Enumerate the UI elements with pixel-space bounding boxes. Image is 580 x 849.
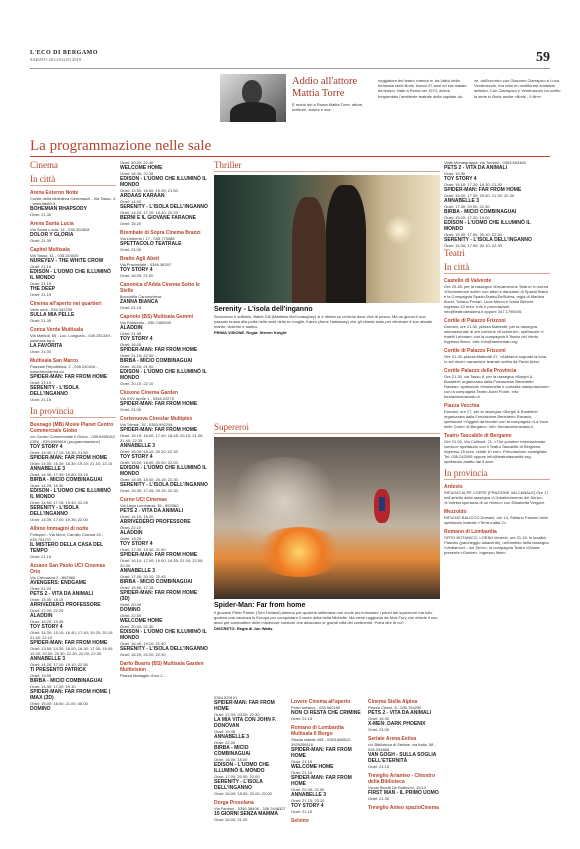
- film-title: SPIDER-MAN: FAR FROM HOME: [291, 747, 352, 759]
- film-title: SERENITY - L'ISOLA DELL'INGANNO: [444, 237, 532, 243]
- listing-text: Domani, ore 17, per la rassegna «Borghi & Burattini» organizzata dalla Fondazione Benedetto Ravasio, spettacolo «Oggetti da favola» con la compagnia «La Voce delle Cose» di Bergamo. Info: fondazioneravasio.it: [444, 409, 549, 429]
- venue-name: Dorga Presolana: [214, 800, 254, 806]
- film-title: ANNABELLE 3: [30, 656, 66, 662]
- listing-column-2: [120, 160, 208, 840]
- photo-hero-detail: [379, 497, 385, 511]
- venue-name: Canonica d'Adda Cinema Sotto le Stelle: [120, 282, 200, 294]
- film-title: ZANNA BIANCA: [120, 299, 159, 305]
- film-title: SPIDER-MAN: FAR FROM HOME: [214, 700, 275, 712]
- listing-text: Orari: 15.00; 17.20; 19.00: [444, 215, 490, 220]
- thriller-credit: PRIMA VISIONE. Regia: Steven Knight: [214, 330, 287, 335]
- listing-subheading: In provincia: [444, 468, 550, 480]
- issue-date: SABATO 20 LUGLIO 2019: [30, 57, 82, 62]
- listing-text: Orari: 15.10; 17.20; 19.30; 21.30: [444, 182, 502, 187]
- listing-text: Orari: 21.15: [120, 305, 142, 310]
- listing-column-1: [30, 160, 116, 840]
- film-title: PETS 2 - VITA DA ANIMALI: [30, 591, 93, 597]
- film-title: ANNABELLE 3: [444, 198, 480, 204]
- film-title: ARRIVEDERCI PROFESSORE: [120, 519, 191, 525]
- listing-text: Domani, ore 21.30, piazza Matteotti, per la rassegna internazionale di arti comiche «Eccentrici», spettacolo «I fratelli Lehman» con la compagnia Il Teatro del Vento. Ingresso libero. Info: info@lambertain.org: [444, 324, 544, 344]
- listing-text: Via Umberto I 17 - 035.770088: [120, 236, 175, 241]
- film-title: TOY STORY 4: [291, 803, 324, 809]
- listing-text: Orari: 21.15: [30, 292, 52, 297]
- listing-text: Via Santa Lucia, 14 - 035.320828: [30, 227, 90, 232]
- listing-text: Orari: 14.20; 17.10; 19.40; 22.20: [120, 210, 178, 215]
- thriller-label: Thriller: [214, 160, 440, 172]
- venue-name: Curno UCI Cinemas: [120, 497, 167, 503]
- listing-text: Orari: 21.15: [30, 397, 52, 402]
- listing-text: Orari: 15.30; 17.45; 20.15; 22.30: [120, 488, 178, 493]
- addio-title: Addio all'attore Mattia Torre: [292, 76, 358, 99]
- thriller-feature: [214, 160, 440, 335]
- listing-subheading: In città: [30, 174, 116, 186]
- film-title: NON CI RESTA CHE CRIMINE: [291, 710, 361, 716]
- listing-text: Orari: 21.30: [368, 796, 390, 801]
- listing-text: Via Fantoni - 0346.38406 - 338 2448327: [214, 806, 286, 811]
- listing-text: Orari: 14.20; 17.10; 19.10; 22.50: [30, 662, 88, 667]
- film-title: SERENITY - L'ISOLA DELL'INGANNO: [120, 646, 208, 652]
- film-title: ANNABELLE 3: [120, 443, 156, 449]
- film-title: EDISON - L'UOMO CHE ILLUMINÒ IL MONDO: [120, 629, 207, 641]
- listing-text: Orari: 14.50; 17.15; 19.40; 22.05: [30, 500, 88, 505]
- venue-name: Selvino: [291, 818, 309, 824]
- film-title: ALADDIN: [120, 325, 143, 331]
- film-title: PETS 2 - VITA DA ANIMALI: [368, 710, 431, 716]
- listing-heading: Cinema: [30, 160, 58, 170]
- film-title: TOY STORY 4: [30, 444, 63, 450]
- listing-text: Orari: 14.35; 17.00; 19.35; 22.00: [30, 517, 88, 522]
- listing-text: Orari: 16.00; 21.00: [120, 273, 154, 278]
- listing-text: Orari: 16.40; 19.10; 21.40: [120, 641, 166, 646]
- venue-name: Treviglio Anteo spazioCinema: [368, 805, 439, 811]
- listing-text: Orari: 14.25; 16.30: [30, 483, 64, 488]
- listing-text: Piazzale Repubblica, 2 - 035.240416 - www.frecciarma.eu: [30, 364, 98, 374]
- film-title: LA MIA VITA CON JOHN F. DONOVAN: [214, 717, 277, 729]
- listing-text: Orari: 19.20: [120, 536, 142, 541]
- listing-text: Orari: 21.30: [30, 238, 52, 243]
- listing-text: Porto turistico - 035.960150: [291, 705, 341, 710]
- listing-text: Orari: 14.30; 17.30; 19.50; 22.15: [30, 472, 88, 477]
- listing-text: Orari: 19.45: [214, 729, 236, 734]
- listing-text: Ore 21.30, via Tasso 8, per la rassegna «Borghi & Burattini» organizzata dalla Fondazione Benedetto Ravasio, spettacolo «Marionette e curiosità manipolazione» con la compagnia Teatro Aurei Ponte. Info: fondazioneravasio.it: [444, 374, 550, 399]
- page-number: 59: [536, 50, 550, 65]
- listing-text: Orari: 21.15: [30, 380, 52, 385]
- addio-col-3: ve, dall'incontro con Giacomo Ciarrapico e Luca Vendruscolo, era nato un multiforme sodalizio artistico. Con Ciarrapico e Vendruscolo ha scritto la serie tv Boris anche «Boris - Il film».: [474, 78, 561, 99]
- listing-text: Orari: 21.20: [30, 586, 52, 591]
- supereroi-photo: [214, 437, 440, 599]
- film-title: ANNABELLE 3: [291, 792, 327, 798]
- listing-text: Orari: 16.10; 17.00; 19.00; 19.45; 21.00; 22.00; 22.30: [120, 558, 204, 568]
- film-title: LA FAVORITA: [30, 343, 63, 349]
- venue-name: Castello di Valverde: [444, 278, 492, 284]
- film-title: TOY STORY 4: [120, 541, 153, 547]
- film-title: DOMINO: [30, 706, 51, 712]
- venue-name: Albino Immagini di notte: [30, 526, 89, 532]
- listing-heading: Teatri: [444, 248, 465, 258]
- listing-bottom-2: [291, 695, 363, 841]
- film-title: X-MEN: DARK PHOENIX: [368, 721, 426, 727]
- listing-text: Orari: 15.45; 18.00; 20.15; 22.30: [120, 477, 178, 482]
- listing-text: Orari: 17.40; 20.10; 22.45: [120, 574, 166, 579]
- listing-text: ORTO BOTANICO, LORINI Venerdì, ore 21.15, in località Pascolo (parcheggio adiacente), nell'ambito della rassegna «Vediamoci... sul Serio», la compagnia Teatro d'Aosta presenta «Gobbe». Ingresso libero.: [444, 535, 549, 555]
- listing-text: Ore 20.45, per la rassegna «Decamerone Teatro» in scena «Decamerone suite» con attori e danzatori di SpazioTeatro e la Compagnia SpazioTeatro/DeSidera, regia di Martina Bucci, Tiziano Ferrari, Luca Mereu e Ivana Bertoni. Ingresso 10 euro. Info e prenotazioni: info@teatrodesidera.it oppure 347.1795045.: [444, 284, 549, 314]
- venue-name: Cortenuova Cinestar Multiplex: [120, 416, 193, 422]
- listing-text: c/o Biblioteca di Seriate, via Italia, 58 - 035.294868: [368, 742, 436, 752]
- venue-name: Romano di Lombardia: [444, 529, 497, 535]
- listing-text: Varie sedi - 035.342239: [30, 307, 73, 312]
- film-title: FIRST MAN - IL PRIMO UOMO: [368, 790, 439, 796]
- listing-text: Orari: 21.15: [291, 809, 313, 814]
- photo-fire: [254, 527, 344, 577]
- supereroi-label: Supereroi: [214, 422, 440, 434]
- listing-text: Via Cremasca 2 - 892960: [30, 575, 76, 580]
- listing-text: Orari: 16.45; 22.35: [120, 171, 154, 176]
- film-title: IL MISTERO DELLA CASA DEL TEMPO: [30, 542, 104, 554]
- listing-text: Orari: 21.15: [291, 716, 313, 721]
- listing-text: Orari: 15.30; 17.50; 20.10; 22.30: [444, 243, 502, 248]
- listing-text: Orari: 16.00: [120, 342, 142, 347]
- film-title: BIRBA - MICIO COMBINAGUAI: [214, 745, 251, 757]
- listing-text: Orari: 16.20; 19.35: [30, 619, 64, 624]
- addio-body: È morto ieri a Roma Mattia Torre, attore, scrittore, autore e sce-: [292, 102, 364, 113]
- listing-text: Vicolo Bicetti De Buttinoni, 11/13: [368, 785, 426, 790]
- listing-text: Cortile della biblioteca Caversazzi - Via Tasso, 4 - www.lab80.it: [30, 196, 116, 206]
- portrait-shoulders: [230, 102, 276, 122]
- venue-name: Ardesio: [444, 484, 463, 490]
- film-title: ALADDIN: [30, 613, 53, 619]
- listing-text: Orari: 13.50; 14.30; 16.00; 16.30; 17.30; 19.00; 19.30; 20.00; 20.30; 21.30; 22.00; 22.30: [30, 646, 114, 656]
- addio-col-2: neggiatore del teatro cinema tv, tra l'altro della fortunata serie Boris. Aveva 47 anni ed era malato da tempo. Nato a Roma nel 1972, aveva frequentato l'ambiente teatrale della capitale do-: [378, 78, 467, 99]
- film-title: TOY STORY 4: [444, 176, 477, 182]
- listing-text: Via Trieste, 15 - 0363.992244: [120, 422, 173, 427]
- film-title: SPIDER-MAN: FAR FROM HOME (3D): [120, 590, 198, 602]
- film-title: SERENITY - L'ISOLA DELL'INGANNO: [214, 779, 263, 791]
- listing-text: Orari: 21.15; 22.00: [120, 353, 154, 358]
- supereroi-credit: DISCRETO. Regia di Jon Watts: [214, 626, 273, 631]
- film-title: EDISON - L'UOMO CHE ILLUMINÒ IL MONDO: [444, 220, 531, 232]
- listing-text: 0364.529101: [214, 695, 238, 700]
- film-title: ANNABELLE 3: [30, 466, 66, 472]
- venue-name: Romano di Lombardia Multisala Il Borgo: [291, 725, 344, 737]
- supereroi-title: Spider-Man: Far from home: [214, 602, 306, 609]
- listing-text: Orari: 21.00: [30, 349, 52, 354]
- listing-text: Orari: 21.15: [291, 770, 313, 775]
- listing-text: Orari: 16.00; 18.00: [214, 757, 248, 762]
- film-title: EDISON - L'UOMO CHE ILLUMINÒ IL MONDO: [120, 176, 207, 188]
- listing-subheading: In città: [444, 262, 550, 274]
- venue-name: Treviglio Arianteo - Chiostro della Biblioteca: [368, 773, 436, 785]
- film-title: 10 GIORNI SENZA MAMMA: [214, 811, 278, 817]
- listing-text: Orari: 15.50; 17.15: [120, 585, 154, 590]
- film-title: EDISON - L'UOMO CHE ILLUMINÒ IL MONDO: [30, 488, 111, 500]
- listing-text: Orari: 21.45: [120, 331, 142, 336]
- listing-text: Orari: 20.10; 22.10: [120, 381, 154, 386]
- listing-text: Via XXV Aprile 1 - 0346.22275: [120, 396, 174, 401]
- venue-name: Capitol Multisala: [30, 247, 70, 253]
- listing-text: Ore 21.30, Via Colleoni, 21, «The yorsies» internazionale comico» spettacolo con il Teatro Tascabile di Bergamo. Ingresso 15 euro, ridotti 10 euro. Prenotazione consigliata. Tel. 035.242095 oppure info@teatrotascabile.org, spettacolo adatto dai 6 anni.: [444, 439, 548, 464]
- listing-text: Orari: 16.00; 18.00; 20.00; 22.00: [214, 791, 272, 796]
- film-title: SPIDER-MAN: FAR FROM HOME: [30, 455, 108, 461]
- venue-name: Cortile di Palazzo Frizzoni: [444, 318, 506, 324]
- listing-text: Orari: 21.30: [30, 212, 52, 217]
- film-title: SERENITY - L'ISOLA DELL'INGANNO: [120, 482, 208, 488]
- film-title: BIRBA - MICIO COMBINAGUAI: [120, 358, 193, 364]
- photo-figure-woman: [292, 197, 326, 303]
- listing-text: Bocciofila Canonichese: [120, 294, 162, 299]
- listing-text: Orari: 15.15; 16.00; 17.40; 18.45; 20.15; 21.00; 21.40; 22.35: [120, 433, 204, 443]
- venue-name: Conca Verde Multisala: [30, 327, 84, 333]
- venue-name: Cortile di Palazzo Frizzoni: [444, 348, 506, 354]
- venue-name: Brembate di Sopra Cinema Branzi: [120, 230, 201, 236]
- listing-text: Orari: 14.30; 16.30; 18.30; 19.10; 21.10; 22.10: [30, 461, 113, 466]
- venue-name: Capriolo (BS) Multisala Gemini: [120, 314, 194, 320]
- film-title: BIRBA - MICIO COMBINAGUAI: [444, 209, 517, 215]
- film-title: SPIDER-MAN: FAR FROM HOME: [120, 347, 198, 353]
- listing-text: Orari: 15.00; 17.30; 20.00; 21.30; 22.30: [444, 193, 515, 198]
- listing-bottom-3: [368, 695, 442, 841]
- listing-text: Orari: 14.40; 17.20; 19.10: [30, 684, 76, 689]
- venue-name: Mezzoldo: [444, 509, 467, 515]
- listing-text: Orari: 17.00; 22.25: [30, 608, 64, 613]
- film-title: ARDAAS KARAAN: [120, 193, 165, 199]
- newspaper-name: L'ECO DI BERGAMO: [30, 50, 99, 56]
- film-title: ARRIVEDERCI PROFESSORE: [30, 602, 101, 608]
- film-title: TOY STORY 4: [120, 267, 153, 273]
- listing-text: Orari: 15.30; 17.50; 20.10; 22.30: [444, 232, 502, 237]
- venue-name: Multisala San Marco: [30, 358, 79, 364]
- listing-text: Orari: 20.00: [120, 602, 142, 607]
- listing-text: Orari: 22.50: [120, 613, 142, 618]
- film-title: SPIDER-MAN: FAR FROM HOME: [120, 427, 198, 433]
- film-title: ANNABELLE 3: [120, 568, 156, 574]
- listing-text: Viale Montegrappa, via Torriani - 0363.563460: [444, 160, 526, 165]
- listing-text: Via Provinciale - 0346.38397: [120, 262, 172, 267]
- photo-lamp: [384, 215, 414, 245]
- listing-text: Orari: 21.15: [30, 264, 52, 269]
- listing-text: Orari: 21.15: [368, 764, 390, 769]
- listing-text: Orari: 22.00: [214, 740, 236, 745]
- film-title: EDISON - L'UOMO CHE ILLUMINÒ IL MONDO: [120, 369, 207, 381]
- listing-text: Orari: 14.10; 16.20: [120, 514, 154, 519]
- film-title: SPIDER-MAN: FAR FROM HOME: [30, 374, 108, 380]
- listing-text: Orari: 21.15: [30, 554, 52, 559]
- listing-subheading: In provincia: [30, 406, 116, 418]
- listing-text: Orari: 19.55: [30, 673, 52, 678]
- film-title: BOHEMIAN RHAPSODY: [30, 206, 87, 212]
- listing-text: Orari: 17.30; 19.30; 21.50: [120, 547, 166, 552]
- venue-name: Bratto Agli Abeti: [120, 256, 160, 262]
- listing-text: Via Mattioli, 65 - Loc. Longuelo - 035.251339 - www.sas.bg.it: [30, 333, 112, 343]
- listing-text: Orari: 16.00; 18.00; 20.00; 22.00: [120, 460, 178, 465]
- section-divider: [30, 156, 550, 157]
- film-title: WELCOME HOME: [291, 764, 334, 770]
- thriller-photo: [214, 175, 440, 303]
- film-title: SPIDER-MAN: FAR FROM HOME: [444, 187, 522, 193]
- venue-name: Teatro Tascabile di Bergamo: [444, 433, 512, 439]
- listing-text: Orari: 16.00; 21.00: [214, 817, 248, 822]
- masthead: [30, 50, 98, 62]
- listing-text: Orari: 15.30; 18.15: [30, 597, 64, 602]
- listing-text: Orari: 21.15: [291, 759, 313, 764]
- listing-text: Orari: 15.30: [444, 171, 466, 176]
- film-title: SPIDER-MAN: FAR FROM HOME: [291, 775, 352, 787]
- listing-text: Orari: 16.00; 21.00: [120, 364, 154, 369]
- listing-text: Orari: 16.20; 20.20; 22.30: [120, 652, 166, 657]
- film-title: DOMINO: [120, 607, 141, 613]
- film-title: SPETTACOLO TEATRALE: [120, 241, 182, 247]
- section-title: La programmazione nelle sale: [30, 138, 212, 154]
- venue-name: Busnago (MB) Movie Planet Centro Commerciale Globo: [30, 422, 114, 434]
- listing-text: Via Lega Lombarda, 39 - 892960: [120, 503, 179, 508]
- film-title: SPIDER-MAN: FAR FROM HOME: [120, 552, 198, 558]
- listing-text: Via Palazzolo - 030.7460530: [120, 320, 172, 325]
- film-title: TOY STORY 4: [30, 624, 63, 630]
- venue-name: Lovere Cinema all'aperto: [291, 699, 351, 705]
- film-title: SERENITY - L'ISOLA DELL'INGANNO: [30, 505, 79, 517]
- listing-text: Orari: 21.00: [120, 247, 142, 252]
- listing-text: Orari: 15.00; 18.00; 21.00; 06.00: [30, 701, 88, 706]
- listing-text: Orari: 16.00; 18.10; 20.20; 22.30: [120, 449, 178, 454]
- film-title: SPIDER-MAN: FAR FROM HOME: [120, 401, 198, 407]
- film-title: NUREYEV - THE WHITE CROW: [30, 258, 104, 264]
- film-title: EDISON - L'UOMO CHE ILLUMINÒ IL MONDO: [120, 465, 207, 477]
- listing-text: Orari: 21.15; 23.10: [291, 798, 325, 803]
- film-title: SPIDER-MAN: FAR FROM HOME: [30, 640, 108, 646]
- listing-text: Orari: 22.10: [120, 525, 142, 530]
- film-title: ANNABELLE 3: [214, 734, 250, 740]
- venue-name: Cortile Palazzo della Provincia: [444, 368, 517, 374]
- film-title: BIRBA - MICIO COMBINAGUAI: [120, 579, 193, 585]
- listing-text: Orari: 21.30: [30, 318, 52, 323]
- listing-text: Piazza Clerici, 8 - 035.764250: [368, 705, 422, 710]
- film-title: TI PRESENTO PATRICK: [30, 667, 87, 673]
- listing-text: Orari: 15.20: [120, 221, 142, 226]
- photo-figure-man: [326, 185, 366, 303]
- film-title: BERNI E IL GIOVANE FARAONE: [120, 215, 196, 221]
- film-title: WELCOME HOME: [120, 618, 163, 624]
- listing-text: Polisport - Via Moro, Camillo Carrara 20 - 035.754707: [30, 532, 104, 542]
- listing-text: Orari: 21.00: [120, 407, 142, 412]
- venue-name: Arena Esterno Notte: [30, 190, 79, 196]
- listing-text: Orari: 17.00; 20.00; 22.30: [214, 712, 260, 717]
- listing-text: Orari: 14.30; 15.10; 16.40; 17.40; 19.20; 20.10; 21.40; 22.10: [30, 630, 114, 640]
- listing-text: Orari: 17.00; 20.00; 22.00: [214, 774, 260, 779]
- venue-name: Azzano San Paolo UCI Cinemas Orio: [30, 563, 106, 575]
- listing-column-4: [444, 160, 550, 840]
- listing-text: Orari: 17.30; 20.00; 22.30: [444, 204, 490, 209]
- film-title: DOLOR Y GLORIA: [30, 232, 74, 238]
- listing-text: Strada statale 498 - 0363.688012-3929256116: [291, 737, 352, 747]
- listing-text: Orari: 14.40; 17.10; 19.30; 21.50: [30, 450, 88, 455]
- listing-text: Orari: 14.00: [120, 199, 142, 204]
- film-title: VAN GOGH - SULLA SOGLIA DELL'ETERNITÀ: [368, 752, 437, 764]
- listing-text: Orari: 13.50; 16.50; 19.25; 21.50: [120, 188, 178, 193]
- film-title: BIRBA - MICIO COMBINAGUAI: [30, 477, 103, 483]
- listing-text: Orari: 21.00: [368, 727, 390, 732]
- film-title: AVENGERS: ENDGAME: [30, 580, 87, 586]
- film-title: SERENITY - L'ISOLA DELL'INGANNO: [120, 204, 208, 210]
- listing-text: Orari: 16.30: [368, 716, 390, 721]
- addio-photo: [220, 74, 286, 122]
- venue-name: Piazza Vecchia: [444, 403, 480, 409]
- supereroi-feature: [214, 422, 440, 631]
- film-title: WELCOME HOME: [120, 165, 163, 171]
- portrait-head: [242, 80, 262, 104]
- listing-text: Orari: 20.30; 22.55: [291, 787, 325, 792]
- listing-text: Piazza Medaglie d'oro 2 -: [120, 673, 166, 678]
- listing-text: c/o Centro Commerciale il Globo - 039.6955162 (ISN) - 039.6956616 (programmazione): [30, 434, 115, 444]
- listing-bottom-1: [214, 695, 286, 841]
- film-title: TOY STORY 4: [120, 336, 153, 342]
- top-divider: [30, 68, 550, 69]
- thriller-title: Serenity - L'isola dell'inganno: [214, 306, 313, 313]
- film-title: EDISON - L'UOMO CHE ILLUMINÒ IL MONDO: [214, 762, 270, 774]
- film-title: SPIDER-MAN: FAR FROM HOME | IMAX (3D): [30, 689, 111, 701]
- film-title: PETS 2 - VITA DA ANIMALI: [444, 165, 507, 171]
- film-title: EDISON - L'UOMO CHE ILLUMINÒ IL MONDO: [30, 269, 111, 281]
- venue-name: Clusone Cinema Garden: [120, 390, 179, 396]
- venue-name: Darfo Boario (BS) Multisala Garden Multivision: [120, 661, 204, 673]
- supereroi-body: Il giovane Peter Parker (Tom Holland) almeno per qualche settimana non vuole più indossare i panni del supereroe ma solo godersi una vacanza in Europa per conquistare il cuore della bella Michelle. Ma viene raggiunto da Nick Fury che chiede il suo aiuto per combattere delle misteriose creature che attaccano le grandi città del continente. Potrà dire di no?: [214, 610, 438, 625]
- listing-text: RIFUGIO ALPE CORTE (FRAZIONE VALCANALE) Ore 17, nell'ambito della rassegna «L'intrattenimento del Serio», «L'infinita speranza di un ritorno» con Elisabetta Vergani.: [444, 490, 550, 505]
- listing-text: Via Tasso, 41 - 035.244030: [30, 253, 79, 258]
- venue-name: Cinema all'aperto nei quartieri: [30, 301, 102, 307]
- thriller-body: Sconcerso e solitario, Baker Dill (Matthew McConaughey) si è ritirato su un'isola dove vive di pesca. Ma un giorno il suo passato bussa alla porta nelle vesti della ex moglie, Karen (Anne Hathaway) che gli chiede aiuto per eliminare il suo attuale marito, violento e sadico.: [214, 314, 433, 329]
- film-title: SULLA MIA PELLE: [30, 312, 75, 318]
- listing-text: Orari: 20.20; 22.40: [120, 160, 154, 165]
- listing-text: Orari: 20.00; 22.30: [120, 624, 154, 629]
- venue-name: Cinema Stella Alpina: [368, 699, 418, 705]
- film-title: ALADDIN: [120, 530, 143, 536]
- listing-text: RIFUGIO BALICCO Domani, ore 14, Stefano Panzeri nello spettacolo teatrale «Terra matta 2».: [444, 515, 549, 525]
- film-title: PETS 2 - VITA DA ANIMALI: [120, 508, 183, 514]
- film-title: TOY STORY 4: [120, 454, 153, 460]
- listing-text: Ore 21.30, piazza Matteotti 27, «Abbiamo sognato la luna. Io sei dove» narrazione teatrale scritta da Paolo Aresi.: [444, 354, 548, 364]
- venue-name: Arena Santa Lucia: [30, 221, 74, 227]
- listing-text: Orari: 21.15: [30, 281, 52, 286]
- venue-name: Seriate Arena Estiva: [368, 736, 417, 742]
- film-title: THE DEEP: [30, 286, 56, 292]
- film-title: BIRBA - MICIO COMBINAGUAI: [30, 678, 103, 684]
- film-title: SERENITY - L'ISOLA DELL'INGANNO: [30, 385, 79, 397]
